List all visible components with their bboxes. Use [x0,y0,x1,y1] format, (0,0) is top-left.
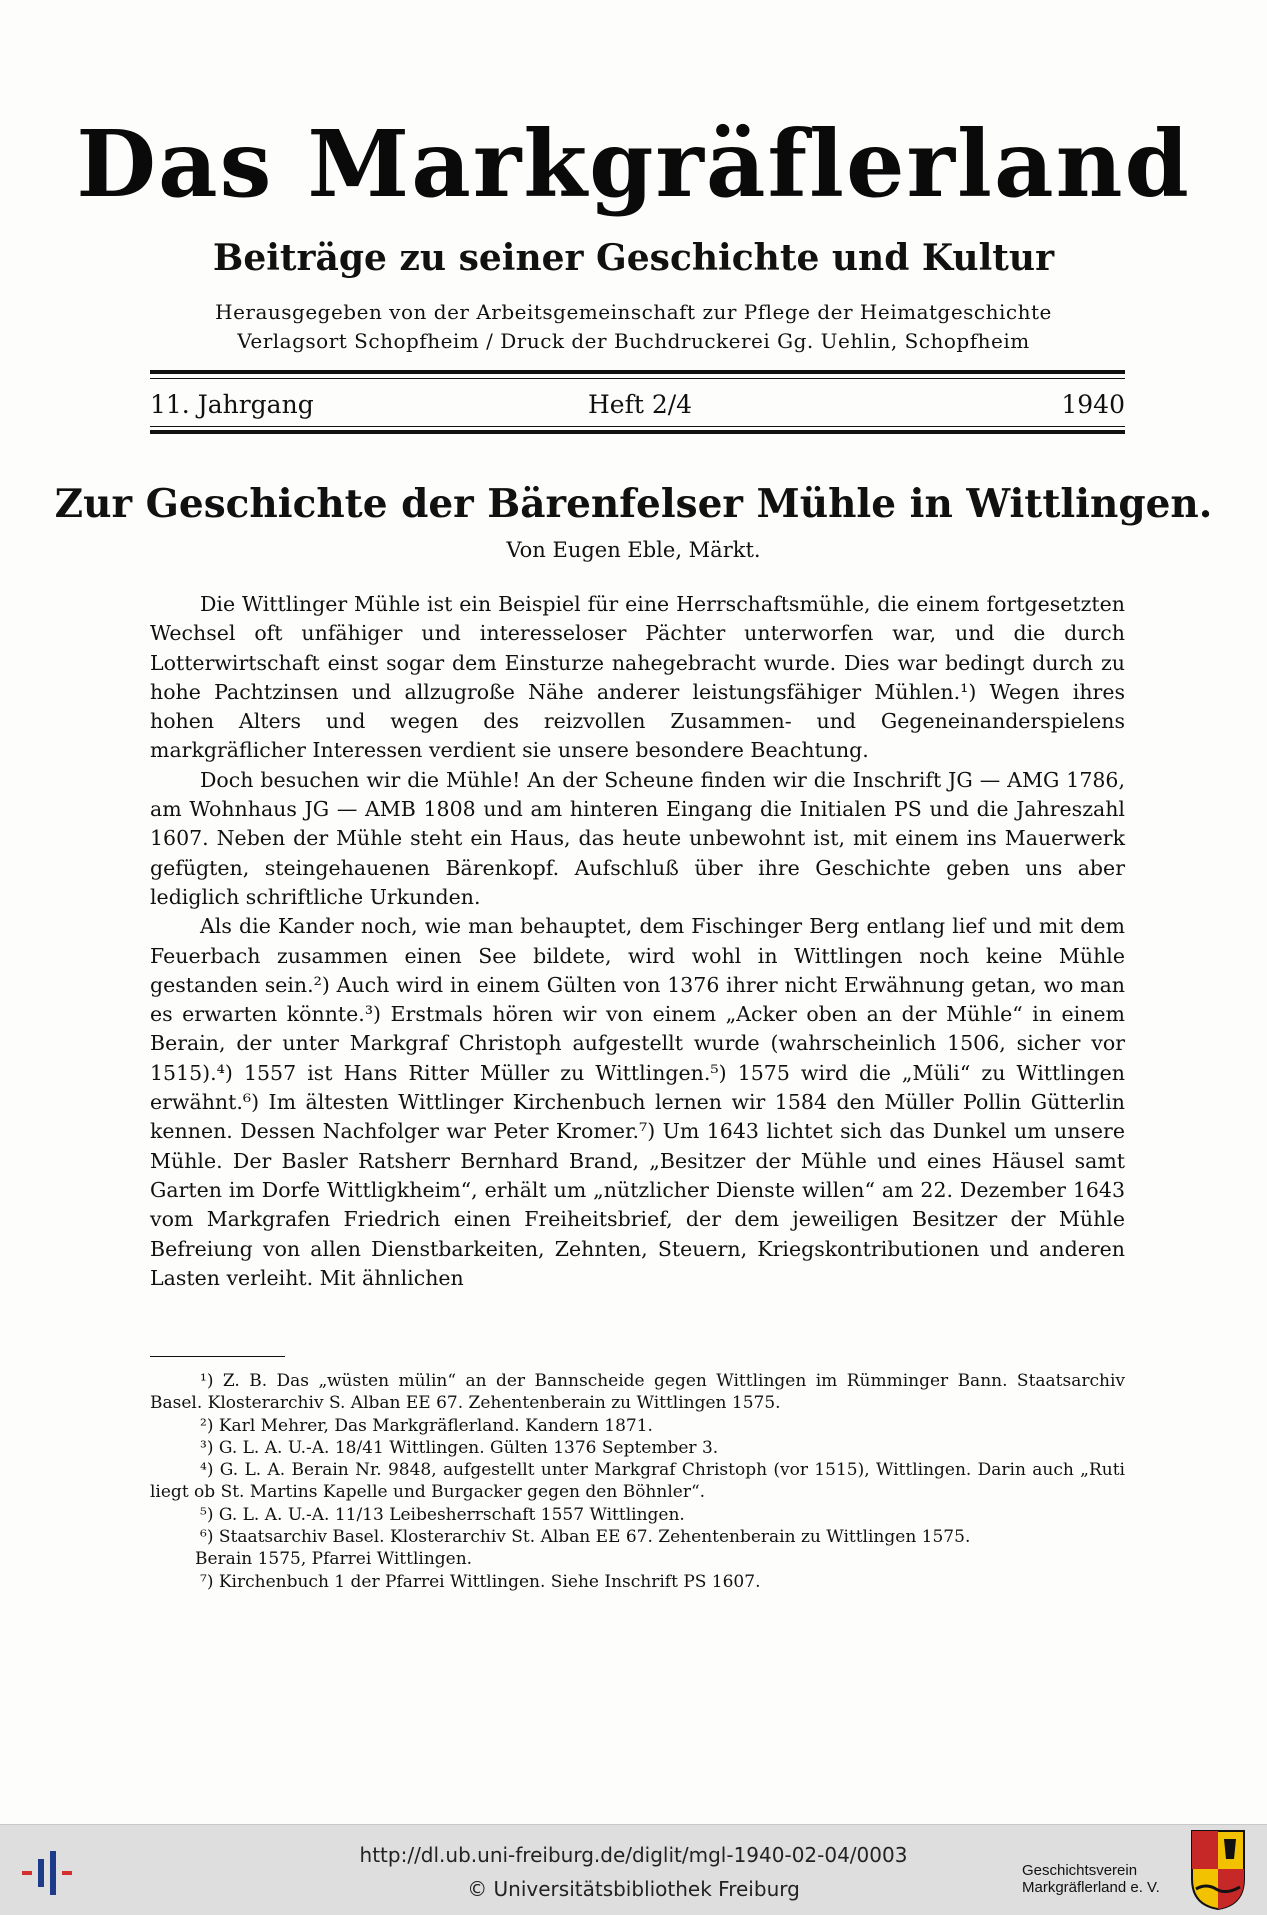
publisher-line-2: Verlagsort Schopfheim / Druck der Buchdruckerei Gg. Uehlin, Schopfheim [237,329,1030,353]
permalink-url[interactable]: http://dl.ub.uni-freiburg.de/diglit/mgl-1940-02-04/0003 [359,1843,908,1867]
masthead-subtitle: Beiträge zu seiner Geschichte und Kultur [212,237,1055,279]
footnotes [150,1370,1125,1593]
masthead-rule-thin [150,378,1125,379]
footnote: ⁶) Staatsarchiv Basel. Klosterarchiv St. Alban EE 67. Zehentenberain zu Wittlingen 1575. [200,1527,971,1548]
article-byline: Von Eugen Eble, Märkt. [506,538,761,562]
org-name-line-1: Geschichtsverein [1022,1862,1138,1879]
copyright-text: © Universitätsbibliothek Freiburg [467,1877,800,1901]
footnote: ⁵) G. L. A. U.-A. 11/13 Leibesherrschaft 1557 Wittlingen. [200,1504,685,1525]
issue-bar [150,386,1125,420]
issue-rule-thin [150,426,1125,427]
issue-year: 1940 [1061,390,1125,419]
issue-number: Heft 2/4 [588,390,693,419]
footnote: ¹) Z. B. Das „wüsten mülin“ an der Bannscheide gegen Wittlingen im Rümminger Bann. Staatsarchiv Basel. Klosterarchiv S. Alban EE 67. Zehentenberain zu Wittlingen 1575. [150,1371,1125,1414]
paragraph: Als die Kander noch, wie man behauptet, dem Fischinger Berg entlang lief und mit dem Feuerbach zusammen einen See bildete, wird wohl in Wittlingen noch keine Mühle gestanden sein.²) Auch wird in einem Gülten von 1376 ihrer nicht Erwähnung getan, wo man es erwarten könnte.³) Erstmals hören wir von einem „Acker oben an der Mühle“ in einem Berain, der unter Markgraf Christoph aufgestellt wurde (wahrscheinlich 1506, sicher vor 1515).⁴) 1557 ist Hans Ritter Müller zu Wittlingen.⁵) 1575 wird die „Müli“ zu Wittlingen erwähnt.⁶) Im ältesten Wittlinger Kirchenbuch lernen wir 1584 den Müller Pollin Gütterlin kennen. Dessen Nachfolger war Peter Kromer.⁷) Um 1643 lichtet sich das Dunkel um unsere Mühle. Der Basler Ratsherr Bernhard Brand, „Besitzer der Mühle und eines Häusel samt Garten im Dorfe Wittligkheim“, erhält um „nützlicher Dienste willen“ am 22. Dezember 1643 vom Markgrafen Friedrich einen Freiheitsbrief, der dem jeweiligen Besitzer der Mühle Befreiung von allen Dienstbarkeiten, Zehnten, Steuern, Kriegskontributionen und anderen Lasten verleiht. Mit ähnlichen [150,914,1125,1290]
org-name-line-2: Markgräflerland e. V. [1022,1879,1160,1896]
article-body [150,590,1125,1293]
viewer-footer [0,1824,1267,1915]
paragraph: Doch besuchen wir die Mühle! An der Scheune finden wir die Inschrift JG — AMG 1786, am Wohnhaus JG — AMB 1808 und am hinteren Eingang die Initialen PS und die Jahreszahl 1607. Neben der Mühle steht ein Haus, das heute unbewohnt ist, mit einem ins Mauerwerk gefügten, steingehauenen Bärenkopf. Aufschluß über ihre Geschichte geben uns aber lediglich schriftliche Urkunden. [150,767,1125,909]
masthead-rule-thick [150,370,1125,374]
masthead-title: Das Markgräflerland [76,110,1191,218]
footnote-divider [150,1356,285,1357]
issue-volume: 11. Jahrgang [150,390,314,419]
footnote: ⁴) G. L. A. Berain Nr. 9848, aufgestellt unter Markgraf Christoph (vor 1515), Wittlingen. Darin auch „Ruti liegt ob St. Martins Kapelle und Burgacker gegen den Böhnler“. [150,1460,1125,1503]
issue-rule-thick [150,430,1125,434]
publisher-line-1: Herausgegeben von der Arbeitsgemeinschaft zur Pflege der Heimatgeschichte [215,300,1052,324]
footnote: Berain 1575, Pfarrei Wittlingen. [195,1549,473,1570]
footnote: ²) Karl Mehrer, Das Markgräflerland. Kandern 1871. [200,1415,653,1436]
article-title: Zur Geschichte der Bärenfelser Mühle in Wittlingen. [54,481,1213,527]
coat-of-arms-icon [1190,1829,1246,1911]
footnote: ³) G. L. A. U.-A. 18/41 Wittlingen. Gülten 1376 September 3. [200,1437,719,1458]
org-name [1022,1862,1182,1896]
footnote: ⁷) Kirchenbuch 1 der Pfarrei Wittlingen. Siehe Inschrift PS 1607. [200,1571,761,1592]
paragraph: Die Wittlinger Mühle ist ein Beispiel für eine Herrschaftsmühle, die einem fortgesetzten Wechsel oft unfähiger und interesseloser Pächter unterworfen war, und die durch Lotterwirtschaft einst sogar dem Einsturze nahegebracht wurde. Dies war bedingt durch zu hohe Pachtzinsen und allzugroße Nähe anderer leistungsfähiger Mühlen.¹) Wegen ihres hohen Alters und wegen des reizvollen Zusammen- und Gegeneinanderspielens markgräflicher Interessen verdient sie unsere besondere Beachtung. [150,592,1125,763]
